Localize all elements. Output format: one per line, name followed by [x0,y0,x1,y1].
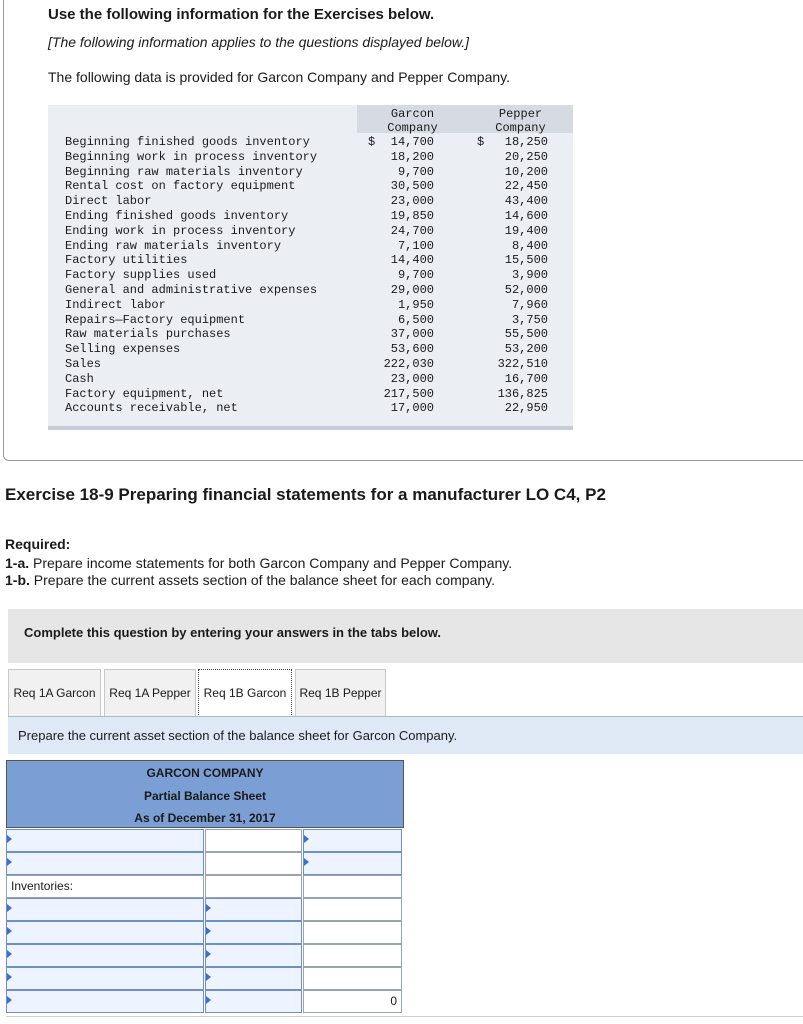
row-label: Ending finished goods inventory [65,208,289,223]
garcon-value: 29,000 [390,282,434,297]
row-label: Direct labor [65,194,152,209]
garcon-value: 7,100 [397,238,434,253]
pepper-value: 15,500 [504,253,548,268]
pepper-value: 18,250 [504,135,548,149]
total-account-input[interactable] [6,990,204,1013]
pepper-value: 55,500 [504,327,548,342]
data-row [48,239,573,254]
data-row [48,372,573,387]
inventory-row [6,898,404,921]
exercise-title: Exercise 18-9 Preparing financial statements for a manufacturer LO C4, P2 [5,485,606,504]
row-label: Indirect labor [65,297,166,312]
garcon-value: 23,000 [390,371,434,386]
pepper-value: 22,950 [504,401,548,416]
pepper-currency-symbol: $ [477,135,485,149]
inventory-account-input[interactable] [6,967,204,990]
data-row [48,342,573,357]
data-row [48,401,573,416]
row-label: Cash [65,371,94,386]
tab-req-1b-pepper[interactable]: Req 1B Pepper [295,669,386,717]
pepper-value: 16,700 [504,371,548,386]
data-table [48,105,573,430]
data-row [48,357,573,372]
instruction-text: Prepare the current asset section of the balance sheet for Garcon Company. [18,728,458,743]
garcon-value: 24,700 [390,223,434,238]
data-row [48,224,573,239]
row-label: General and administrative expenses [65,282,318,297]
inventories-label: Inventories: [11,879,74,893]
balance-sheet-row [6,829,404,852]
data-row [48,268,573,283]
data-row [48,165,573,180]
total-cell [303,967,402,990]
data-row [48,298,573,313]
row-label: Ending work in process inventory [65,223,296,238]
requirement-1b-label: 1-b. [5,572,30,588]
pepper-header-line2: Company [495,121,546,135]
footer-divider [6,1016,803,1017]
statement-date: As of December 31, 2017 [134,811,276,825]
row-label: Factory utilities [65,253,188,268]
tab-req-1a-garcon[interactable]: Req 1A Garcon [8,669,101,717]
row-label: Raw materials purchases [65,327,231,342]
garcon-header-line2: Company [387,121,438,135]
garcon-value: 14,400 [390,253,434,268]
data-row [48,135,573,150]
balance-sheet-row [6,852,404,875]
pepper-column-header [468,105,573,133]
garcon-column-header [357,105,468,133]
data-row [48,179,573,194]
row-label: Beginning raw materials inventory [65,164,303,179]
data-row [48,283,573,298]
data-row [48,387,573,402]
requirement-1a [5,555,512,571]
info-note: [The following information applies to the questions displayed below.] [48,34,470,50]
pepper-value: 43,400 [504,194,548,209]
data-rows [48,135,573,416]
garcon-value: 30,500 [390,179,434,194]
total-cell [303,944,402,967]
pepper-value: 53,200 [504,342,548,357]
pepper-value: 3,750 [511,312,548,327]
info-panel [3,0,803,461]
garcon-value: 217,500 [383,386,434,401]
requirement-1a-text: Prepare income statements for both Garcon Company and Pepper Company. [29,555,513,571]
pepper-value: 3,900 [511,268,548,283]
garcon-value: 53,600 [390,342,434,357]
table-bottom-bar [48,426,573,430]
statement-name: Partial Balance Sheet [143,789,267,803]
tab-req-1b-garcon[interactable]: Req 1B Garcon [198,669,292,717]
row-label: Factory supplies used [65,268,217,283]
company-name: GARCON COMPANY [146,766,264,780]
row-label: Beginning work in process inventory [65,149,318,164]
garcon-value: 14,700 [390,135,434,149]
data-row [48,253,573,268]
data-row [48,150,573,165]
total-input[interactable] [303,829,402,852]
info-intro: The following data is provided for Garcon Company and Pepper Company. [48,69,510,85]
tab-req-1a-pepper[interactable]: Req 1A Pepper [104,669,196,717]
inventory-total: 0 [390,994,397,1008]
row-label: Sales [65,356,102,371]
inventories-label-cell [6,875,204,898]
required-heading: Required: [5,536,71,552]
garcon-value: 222,030 [383,356,434,371]
balance-sheet-header [6,760,404,828]
requirement-1a-label: 1-a. [5,555,30,571]
pepper-value: 10,200 [504,164,548,179]
inventory-account-input[interactable] [6,921,204,944]
inventory-row [6,921,404,944]
pepper-value: 20,250 [504,149,548,164]
pepper-value: 136,825 [497,386,548,401]
pepper-value: 14,600 [504,208,548,223]
garcon-value: 17,000 [390,401,434,416]
pepper-value: 22,450 [504,179,548,194]
garcon-value: 18,200 [390,149,434,164]
pepper-value: 19,400 [504,223,548,238]
garcon-value: 37,000 [390,327,434,342]
data-row [48,209,573,224]
total-cell [303,875,402,898]
total-amount-input[interactable] [205,990,302,1013]
requirement-1b-text: Prepare the current assets section of the balance sheet for each company. [29,572,496,588]
data-row [48,327,573,342]
row-label: Rental cost on factory equipment [65,179,296,194]
pepper-value: 52,000 [504,282,548,297]
row-label: Ending raw materials inventory [65,238,282,253]
amount-cell [205,875,302,898]
total-cell [303,898,402,921]
inventory-amount-input[interactable] [205,898,302,921]
pepper-value: 322,510 [497,356,548,371]
total-row [6,990,404,1013]
total-cell [303,921,402,944]
requirement-1b [5,572,495,588]
row-label: Accounts receivable, net [65,401,238,416]
account-input[interactable] [6,852,204,875]
row-label: Selling expenses [65,342,181,357]
inventory-account-input[interactable] [6,898,204,921]
row-label: Beginning finished goods inventory [65,135,310,149]
garcon-value: 23,000 [390,194,434,209]
amount-cell [205,852,302,875]
pepper-value: 8,400 [511,238,548,253]
info-heading: Use the following information for the Exercises below. [48,6,435,23]
inventory-amount-input[interactable] [205,921,302,944]
inventory-amount-input[interactable] [205,944,302,967]
data-row [48,313,573,328]
data-row [48,194,573,209]
pepper-header-line1: Pepper [498,107,543,121]
garcon-value: 9,700 [397,164,434,179]
garcon-value: 9,700 [397,268,434,283]
inventory-row [6,944,404,967]
inventory-amount-input[interactable] [205,967,302,990]
inventory-account-input[interactable] [6,944,204,967]
complete-question-text: Complete this question by entering your answers in the tabs below. [24,625,442,640]
garcon-currency-symbol: $ [368,135,376,149]
account-input[interactable] [6,829,204,852]
row-label: Repairs—Factory equipment [65,312,246,327]
pepper-value: 7,960 [511,297,548,312]
garcon-value: 6,500 [397,312,434,327]
instruction-bar [8,717,803,754]
amount-cell [205,829,302,852]
inventory-total-cell [303,990,402,1013]
garcon-value: 19,850 [390,208,434,223]
total-input[interactable] [303,852,402,875]
garcon-value: 1,950 [397,297,434,312]
garcon-header-line1: Garcon [390,107,435,121]
complete-question-bar [8,609,803,663]
inventory-row [6,967,404,990]
inventories-row [6,875,404,898]
row-label: Factory equipment, net [65,386,224,401]
